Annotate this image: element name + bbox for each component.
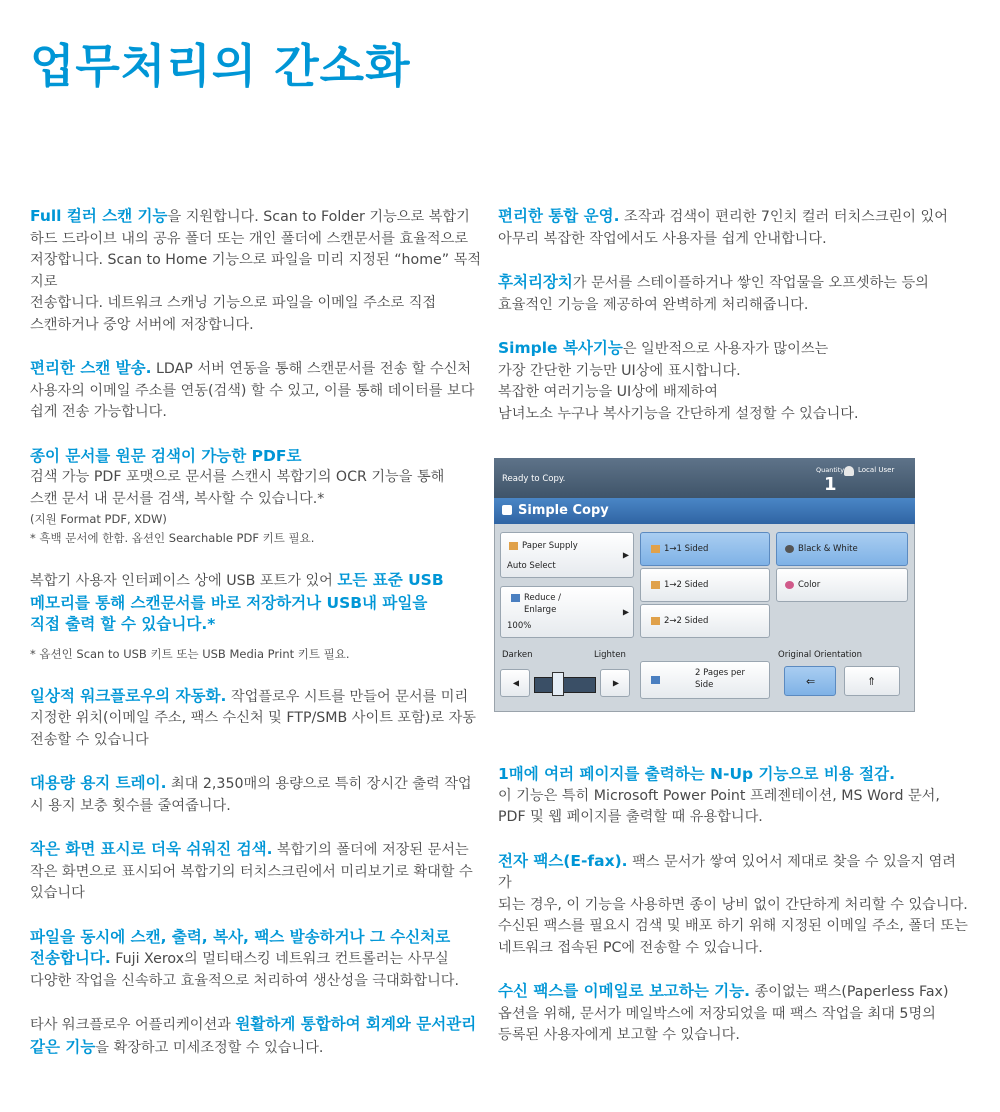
orientation-label: Original Orientation xyxy=(778,650,862,660)
highlight: 모든 표준 USB xyxy=(337,571,444,589)
arrow-right-icon: ▶ xyxy=(612,678,619,688)
highlight: .* xyxy=(201,615,216,633)
reduce-enlarge-button[interactable] xyxy=(500,586,634,638)
darken-label: Darken xyxy=(502,650,533,660)
sided-icon xyxy=(651,617,660,625)
n-up-icon xyxy=(651,676,660,684)
note-bw-only: * 흑백 문서에 한함. 옵션인 Searchable PDF 키트 필요. xyxy=(30,531,315,545)
reduce-icon xyxy=(511,594,520,602)
arrow-right-icon: ▶ xyxy=(622,607,629,617)
highlight: Full 컬러 스캔 기능 xyxy=(30,207,168,225)
text: 스캔 문서 내 문서를 검색, 복사할 수 있습니다.* xyxy=(30,490,325,507)
enlarge-label: Enlarge xyxy=(524,605,557,615)
highlight: 파일을 동시에 스캔, 출력, 복사, 팩스 발송하거나 그 수신처로 xyxy=(30,927,451,946)
arrow-right-icon: ▶ xyxy=(622,550,629,560)
color-label: Color xyxy=(798,580,821,590)
density-slider-handle[interactable] xyxy=(552,672,564,696)
orientation-landscape-button[interactable] xyxy=(844,666,900,696)
color-icon xyxy=(785,581,794,589)
text: 을 지원합니다. Scan to Folder 기능으로 복합기 xyxy=(167,209,470,225)
screen-status-text: Ready to Copy. xyxy=(502,474,566,484)
color-button[interactable] xyxy=(776,568,908,602)
text: LDAP 서버 연동을 통해 스캔문서를 전송 할 수신처 xyxy=(151,361,472,377)
text: 아무리 복잡한 작업에서도 사용자를 쉽게 안내합니다. xyxy=(498,230,827,247)
bw-label: Black & White xyxy=(798,544,858,554)
highlight: 직접 출력 할 수 있습니다 xyxy=(30,615,202,633)
text: 효율적인 기능을 제공하여 완벽하게 처리해줍니다. xyxy=(498,296,809,313)
local-user-label: Local User xyxy=(858,466,895,474)
note-format: (지원 Format PDF, XDW) xyxy=(30,512,167,526)
text: 사용자의 이메일 주소를 연동(검색) 할 수 있고, 이를 통해 데이터를 보다 xyxy=(30,382,475,399)
text: 복합기의 폴더에 저장된 문서는 xyxy=(272,842,469,858)
text: 전송합니다. 네트워크 스캐닝 기능으로 파일을 이메일 주소로 직접 xyxy=(30,295,437,311)
highlight: 편리한 스캔 발송. xyxy=(30,359,152,377)
paper-supply-label: Paper Supply xyxy=(522,541,578,551)
text: 지정한 위치(이메일 주소, 팩스 수신처 및 FTP/SMB 사이트 포함)로 자동 xyxy=(30,710,476,726)
highlight: 대용량 용지 트레이. xyxy=(30,774,167,792)
paragraph-usb xyxy=(30,570,485,637)
text: 타사 워크플로우 어플리케이션과 xyxy=(30,1017,236,1033)
highlight: 후처리장치 xyxy=(498,273,573,291)
highlight: 같은 기능 xyxy=(30,1037,96,1056)
paragraph-thumbnail-search xyxy=(30,839,485,905)
orientation-portrait-icon: ⇐ xyxy=(806,675,816,688)
paragraph-scan-send xyxy=(30,358,485,424)
arrow-left-icon: ◀ xyxy=(512,678,519,688)
text: 종이없는 팩스(Paperless Fax) xyxy=(750,984,949,1000)
text: 가 문서를 스테이플하거나 쌓인 작업물을 오프셋하는 등의 xyxy=(572,275,929,291)
highlight: 메모리를 통해 스캔문서를 바로 저장하거나 USB내 파일을 xyxy=(30,593,428,612)
paragraph-fax-report xyxy=(498,981,968,1047)
simple-copy-screenshot xyxy=(494,458,915,712)
sided-1-1-button[interactable] xyxy=(640,532,770,566)
text: 되는 경우, 이 기능을 사용하면 종이 낭비 없이 간단하게 처리할 수 있습니다. xyxy=(498,896,968,913)
paper-supply-value: Auto Select xyxy=(507,561,556,571)
sided-icon xyxy=(651,581,660,589)
highlight: 전송합니다. xyxy=(30,949,111,967)
orientation-portrait-button[interactable] xyxy=(784,666,836,696)
text: Fuji Xerox의 멀티태스킹 네트워크 컨트롤러는 사무실 xyxy=(110,951,449,967)
paragraph-searchable-pdf xyxy=(30,446,485,511)
text: 복합기 사용자 인터페이스 상에 USB 포트가 있어 xyxy=(30,573,338,589)
sided-1-2-button[interactable] xyxy=(640,568,770,602)
sided-2-2-label: 2→2 Sided xyxy=(664,616,709,626)
page-title: 업무처리의 간소화 xyxy=(30,39,411,93)
sided-2-2-button[interactable] xyxy=(640,604,770,638)
text: 최대 2,350매의 용량으로 특히 장시간 출력 작업 xyxy=(166,776,472,792)
reduce-value: 100% xyxy=(507,621,532,631)
text: 전송할 수 있습니다 xyxy=(30,731,149,748)
darken-button[interactable] xyxy=(500,669,530,697)
text: 수신된 팩스를 필요시 검색 및 배포 하기 위해 지정된 이메일 주소, 폴더 또는 xyxy=(498,918,968,934)
text: 이 기능은 특히 Microsoft Power Point 프레젠테이션, MS Word 문서, xyxy=(498,787,940,804)
highlight: 편리한 통합 운영. xyxy=(498,207,620,225)
text: 복잡한 여러기능을 UI상에 배제하여 xyxy=(498,384,718,400)
paragraph-finisher xyxy=(498,272,968,316)
paragraph-simple-copy xyxy=(498,338,968,425)
left-column xyxy=(30,206,485,1081)
paragraph-multitasking xyxy=(30,927,485,993)
text: 스캔하거나 중앙 서버에 저장합니다. xyxy=(30,316,254,333)
text: 하드 드라이브 내의 공유 폴더 또는 개인 폴더에 스캔문서를 효율적으로 xyxy=(30,230,469,247)
text: 등록된 사용자에게 보고할 수 있습니다. xyxy=(498,1027,740,1043)
text: 가장 간단한 기능만 UI상에 표시합니다. xyxy=(498,362,741,379)
text: 조작과 검색이 편리한 7인치 컬러 터치스크린이 있어 xyxy=(619,209,948,225)
reduce-label: Reduce / xyxy=(524,593,562,603)
text: 쉽게 전송 가능합니다. xyxy=(30,404,167,420)
paragraph-efax xyxy=(498,851,968,960)
paragraph-full-color-scan xyxy=(30,206,485,336)
lighten-button[interactable] xyxy=(600,669,630,697)
highlight: 일상적 워크플로우의 자동화. xyxy=(30,686,227,705)
bw-icon xyxy=(785,545,794,553)
text: 시 용지 보충 횟수를 줄여줍니다. xyxy=(30,797,231,814)
text: 네트워크 접속된 PC에 전송할 수 있습니다. xyxy=(498,939,763,956)
text: PDF 및 웹 페이지를 출력할 때 유용합니다. xyxy=(498,809,763,825)
text: 있습니다 xyxy=(30,885,85,901)
note-usb-kit: * 옵션인 Scan to USB 키트 또는 USB Media Print 키트 필요. xyxy=(30,646,350,661)
right-column-bottom xyxy=(498,764,968,1069)
highlight: 작은 화면 표시로 더욱 쉬워진 검색. xyxy=(30,840,273,858)
highlight: Simple 복사기능 xyxy=(498,339,623,357)
sided-icon xyxy=(651,545,660,553)
text: 검색 가능 PDF 포맷으로 문서를 스캔시 복합기의 OCR 기능을 통해 xyxy=(30,469,445,485)
text: 옵션을 위해, 문서가 메일박스에 저장되었을 때 팩스 작업을 최대 5명의 xyxy=(498,1005,936,1022)
paragraph-workflow xyxy=(30,686,485,752)
text: 작은 화면으로 표시되어 복합기의 터치스크린에서 미리보기로 확대할 수 xyxy=(30,863,473,880)
pages-per-side-button[interactable] xyxy=(640,661,770,699)
paper-icon xyxy=(509,542,518,550)
text: 팩스 문서가 쌓여 있어서 제대로 찾을 수 있을지 염려가 xyxy=(498,853,956,891)
highlight: 원활하게 통합하여 회계와 문서관리 xyxy=(235,1015,477,1033)
text: 다양한 작업을 신속하고 효율적으로 처리하여 생산성을 극대화합니다. xyxy=(30,972,460,989)
lighten-label: Lighten xyxy=(594,650,626,660)
pages-per-side-label: 2 Pages per xyxy=(695,668,745,678)
sided-1-2-label: 1→2 Sided xyxy=(664,580,709,590)
paragraph-paper-tray xyxy=(30,773,485,817)
density-slider[interactable] xyxy=(534,677,596,693)
highlight: 수신 팩스를 이메일로 보고하는 기능. xyxy=(498,982,751,1000)
paragraph-n-up xyxy=(498,764,968,829)
quantity-label: Quantity xyxy=(816,466,845,474)
highlight: 1매에 여러 페이지를 출력하는 N-Up 기능으로 비용 절감. xyxy=(498,765,895,783)
screen-title: Simple Copy xyxy=(518,503,609,518)
sided-1-1-label: 1→1 Sided xyxy=(664,544,709,554)
quantity-value: 1 xyxy=(824,474,837,495)
paragraph-integration xyxy=(30,1014,485,1059)
copy-icon xyxy=(502,505,512,515)
right-column-top xyxy=(498,206,968,447)
orientation-landscape-icon: ⇑ xyxy=(867,675,877,688)
highlight: 종이 문서를 원문 검색이 가능한 PDF로 xyxy=(30,446,302,465)
pages-per-side-label: Side xyxy=(695,680,714,690)
text: 을 확장하고 미세조정할 수 있습니다. xyxy=(95,1039,324,1056)
paragraph-integrated-operation xyxy=(498,206,968,250)
text: 저장합니다. Scan to Home 기능으로 파일을 미리 지정된 “home” 목적지로 xyxy=(30,252,482,290)
black-white-button[interactable] xyxy=(776,532,908,566)
text: 작업플로우 시트를 만들어 문서를 미리 xyxy=(226,688,469,705)
highlight: 전자 팩스(E-fax). xyxy=(498,851,628,870)
user-icon xyxy=(844,466,854,476)
paper-supply-button[interactable] xyxy=(500,532,634,578)
text: 남녀노소 누구나 복사기능을 간단하게 설정할 수 있습니다. xyxy=(498,405,859,422)
text: 은 일반적으로 사용자가 많이쓰는 xyxy=(622,341,829,357)
